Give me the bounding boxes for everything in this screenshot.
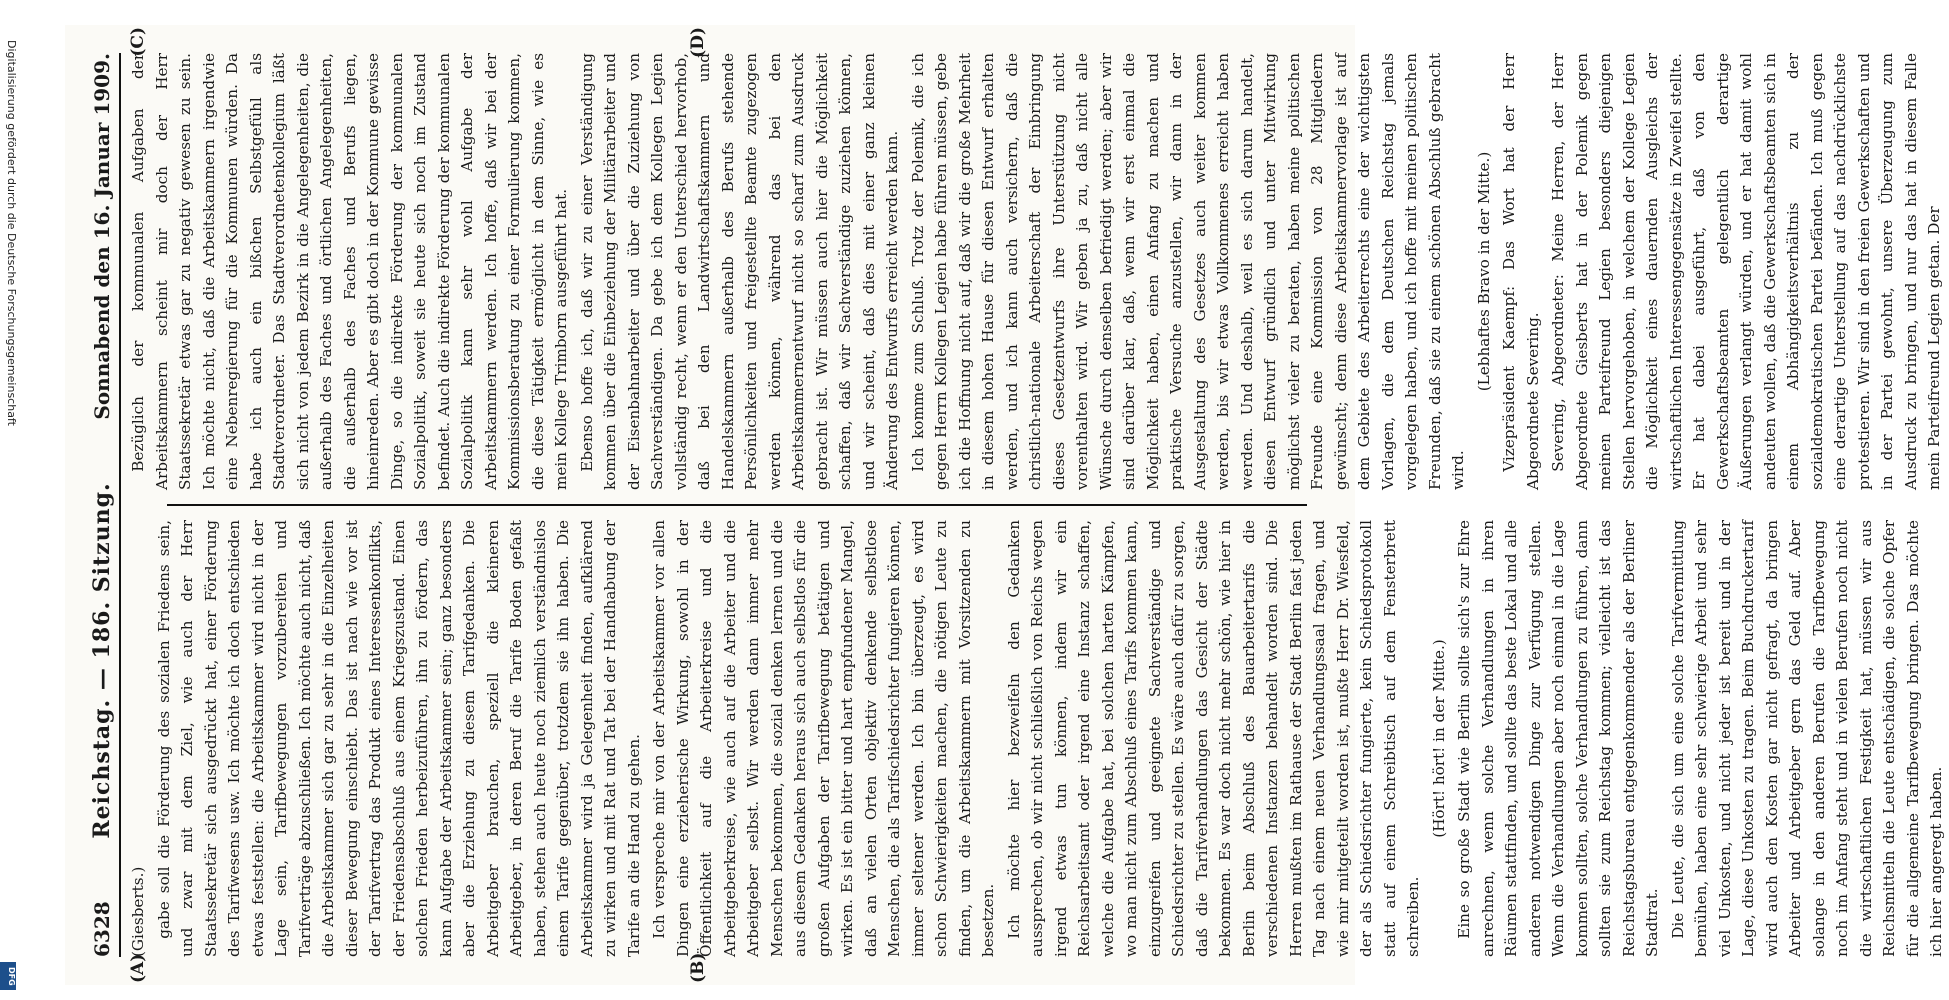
digitization-credit (2, 40, 18, 960)
speaker-note: (Giesberts.) (129, 866, 147, 957)
interjection: (Hört! hört! in der Mitte.) (1429, 639, 1448, 838)
page-title: Reichstag. — 186. Sitzung. (89, 482, 115, 839)
presiding-remark: Vizepräsident Kaempf: Das Wort hat der Herr Abgeordnete Severing. (1500, 53, 1542, 490)
credit-text: Digitalisierung gefördert durch die Deutsche Forschungsgemeinschaft (5, 40, 18, 426)
paragraph: Ich komme zum Schluß. Trotz der Polemik, die ich gegen Herrn Kollegen Legien habe führen müssen, gebe ich die Hoffnung nicht auf, daß wir die große Mehrheit in diesem hohen Hause für diesen Entwurf erhalten werden, und ich kann auch versichern, daß die christlich-nationale Arbeiterschaft der Einbringung dieses Gesetzentwurfs ihre Unterstützung nicht vorenthalten wird. Wir geben ja zu, daß nicht alle Wünsche durch denselben befriedigt werden; aber wir sind darüber klar, daß, wenn wir erst einmal die Möglichkeit haben, einen Anfang zu machen und praktische Versuche anzustellen, wir dann in der Ausgestaltung des Gesetzes auch weiter kommen werden, bis wir etwas Vollkommenes erreicht haben werden. Und deshalb, weil es sich darum handelt, diesen Entwurf gründlich und unter Mitwirkung möglichst vieler zu beraten, haben meine politischen Freunde eine Kommission von 28 Mitgliedern gewünscht; denn diese Arbeitskammervorlage ist auf dem Gebiete des Arbeiterrechts eine der wichtigsten Vorlagen, die dem Deutschen Reichstag jemals vorgelegen haben, und ich hoffe mit meinen politischen Freunden, daß sie zu einem schönen Abschluß gebracht wird. (908, 53, 1467, 490)
interjection: (Lebhaftes Bravo in der Mitte.) (1474, 151, 1493, 392)
paragraph: Ich möchte hier bezweifeln den Gedanken aussprechen, ob wir nicht schließlich von Reichs wegen irgend etwas tun können, indem wir ein Reichsarbeitsamt oder irgend eine Instanz schaffen, welche die Aufgabe hat, bei solchen harten Kämpfen, wo man nicht zum Abschluß eines Tarifs kommen kann, einzugreifen und geeignete Sachverständige und Schiedsrichter zu stellen. Es wäre auch dafür zu sorgen, daß die Tarifverhandlungen das Gesicht der Städte bekommen. Es war doch nicht mehr schön, wie hier in Berlin beim Abschluß des Bauarbeitertarifs die verschiedenen Instanzen behandelt worden sind. Die Herren mußten im Rathause der Stadt Berlin fast jeden Tag nach einem neuen Verhandlungssaal fragen, und wie mir mitgeteilt worden ist, mußte Herr Dr. Wiesfeld, der als Schiedsrichter fungierte, kein Schiedsprotokoll statt auf einem Schreibtisch auf dem Fensterbrett schreiben. (1004, 520, 1422, 957)
margin-letter-a: (A) (128, 953, 148, 983)
paragraph: Eine so große Stadt wie Berlin sollte sich's zur Ehre anrechnen, wenn solche Verhandlungen in ihren Räumen stattfinden, und sollte das beste Lokal und alle anderen notwendigen Dinge zur Verfügung stellen. Wenn die Verhandlungen aber noch einmal in die Lage kommen sollten, solche Verhandlungen zu führen, dann sollten sie zum Reichstag kommen; vielleicht ist das Reichstagsbureau entgegenkommender als der Berliner Stadtrat. (1455, 520, 1661, 957)
dfg-logo: DFG (0, 962, 16, 990)
paragraph: Severing, Abgeordneter: Meine Herren, der Herr Abgeordnete Giesberts hat in der Polemik gegen meinen Parteifreund Legien besonders diejenigen Stellen hervorgehoben, in welchem der Kollege Legien die Möglichkeit eines dauernden Ausgleichs der wirtschaftlichen Interessengegensätze in Zweifel stellte. Er hat dabei ausgeführt, daß von den Gewerkschaftsbeamten gelegentlich derartige Äußerungen verlangt würden, und er hat damit wohl andeuten wollen, daß die Gewerkschaftsbeamten sich in einem Abhängigkeitsverhältnis zu der sozialdemokratischen Partei befänden. Ich muß gegen eine derartige Unterstellung auf das nachdrücklichste protestieren. Wir sind in den freien Gewerkschaften und in der Partei gewohnt, unsere Überzeugung zum Ausdruck zu bringen, und nur das hat in diesem Falle mein Parteifreund Legien getan. Der (1549, 53, 1943, 490)
document-page (65, 25, 1945, 985)
paragraph: Ebenso hoffe ich, daß wir zu einer Verständigung kommen über die Einbeziehung der Militärarbeiter und der Eisenbahnarbeiter und über die Zuziehung von Sachverständigen. Da gebe ich dem Kollegen Legien vollständig recht, wenn er den Unterschied hervorhob, daß bei den Landwirtschaftskammern und Handelskammern außerhalb des Berufs stehende Persönlichkeiten und freigestellte Beamte zugezogen werden können, während das bei den Arbeitskammernentwurf nicht so scharf zum Ausdruck gebracht ist. Wir müssen auch hier die Möglichkeit schaffen, daß wir Sachverständige zuziehen können, und wir scheint, daß dies mit einer ganz kleinen Änderung des Entwurfs erreicht werden kann. (577, 53, 901, 490)
page-content (65, 25, 1945, 985)
left-column (127, 520, 1945, 983)
paragraph: Bezüglich der kommunalen Aufgaben der Arbeitskammern scheint mir doch der Herr Staatssekretär etwas gar zu negativ gewesen zu sein. Ich möchte nicht, daß die Arbeitskammern irgendwie eine Nebenregierung für die Kommunen würden. Da habe ich auch ein bißchen Selbstgefühl als Stadtverordneter. Das Stadtverordnetenkollegium läßt sich nicht von jedem Bezirk in die Angelegenheiten, die außerhalb des Faches und örtlichen Angelegenheiten, die außerhalb des Faches und Berufs liegen, hineinreden. Aber es gibt doch in der Kommune gewisse Dinge, so die indirekte Förderung der kommunalen Sozialpolitik, soweit sie heute sich noch im Zustand befindet. Auch die indirekte Förderung der kommunalen Sozialpolitik kann sehr wohl Aufgabe der Arbeitskammern werden. Ich hoffe, daß wir bei der Kommissionsberatung zu einer Formulierung kommen, die diese Tätigkeit ermöglicht in dem Sinne, wie es mein Kollege Trimborn ausgeführt hat. (129, 53, 570, 490)
margin-letter-c: (C) (128, 27, 148, 57)
margin-letter-b: (B) (688, 952, 708, 983)
session-date: Sonnabend den 16. Januar 1909. (90, 53, 114, 420)
text-columns (127, 27, 1945, 983)
paragraph: Die Leute, die sich um eine solche Tarifvermittlung bemühen, haben eine sehr schwierige Arbeit und sehr viel Unkosten, und nicht jeder ist bereit und in der Lage, diese Unkosten zu tragen. Beim Buchdruckertarif wird auch den Kosten gar nicht gefragt, da bringen Arbeiter und Arbeitgeber gern das Geld auf. Aber solange in den anderen Berufen die Tarifbewegung noch im Anfang steht und in vielen Berufen noch nicht die wirtschaftlichen Festigkeit hat, müssen wir aus Reichsmitteln die Leute entschädigen, die solche Opfer für die allgemeine Tarifbewegung bringen. Das möchte ich hier angeregt haben. (1668, 520, 1945, 957)
page-header (89, 53, 121, 957)
right-column (127, 27, 1943, 490)
page-number: 6328 (90, 901, 114, 957)
paragraph: Ich verspreche mir von der Arbeitskammer vor allen Dingen eine erzieherische Wirkung, sowohl in der Öffentlichkeit auf die Arbeiterkreise und die Arbeitgeberkreise, wie auch auf die Arbeiter und die Arbeitgeber selbst. Wir werden dann immer mehr Menschen bekommen, die sozial denken lernen und die aus diesem Gedanken heraus sich auch selbstlos für die großen Aufgaben der Tarifbewegung betätigen und wirken. Es ist ein bitter und hart empfundener Mangel, daß an vielen Orten objektiv denkende selbstlose Menschen, die als Tarifschiedsrichter fungieren können, immer seltener werden. Ich bin überzeugt, es wird schon Schwierigkeiten machen, die nötigen Leute zu finden, um die Arbeitskammern mit Vorsitzenden zu besetzen. (650, 520, 997, 957)
paragraph: gabe soll die Förderung des sozialen Friedens sein, und zwar mit dem Ziel, wie auch der Herr Staatssekretär sich ausgedrückt hat, einer Förderung des Tarifwesens usw. Ich möchte ich doch entschieden etwas feststellen: die Arbeitskammer wird nicht in der Lage sein, Tarifbewegungen vorzubereiten und Tarifverträge abzuschließen. Ich möchte auch nicht, daß die Arbeitskammer sich gar zu sehr in die Einzelheiten dieser Bewegung einschiebt. Das ist nach wie vor ist der Tarifvertrag das Produkt eines Interessenkonflikts, der Friedensabschluß aus einem Kriegszustand. Einen solchen Frieden herbeizuführen, ihn zu fördern, das kann Aufgabe der Arbeitskammer sein; ganz besonders aber die Erziehung zu diesem Tarifgedanken. Die Arbeitgeber brauchen, speziell die kleineren Arbeitgeber, in deren Beruf die Tarife Boden gefaßt haben, stehen auch heute noch ziemlich verständnislos einem Tarife gegenüber, trotzdem sie ihn haben. Die Arbeitskammer wird ja Gelegenheit finden, aufklärend zu wirken und mit Rat und Tat bei der Handhabung der Tarife an die Hand zu gehen. (154, 520, 643, 957)
column-divider (167, 504, 1307, 506)
margin-letter-d: (D) (688, 27, 708, 58)
